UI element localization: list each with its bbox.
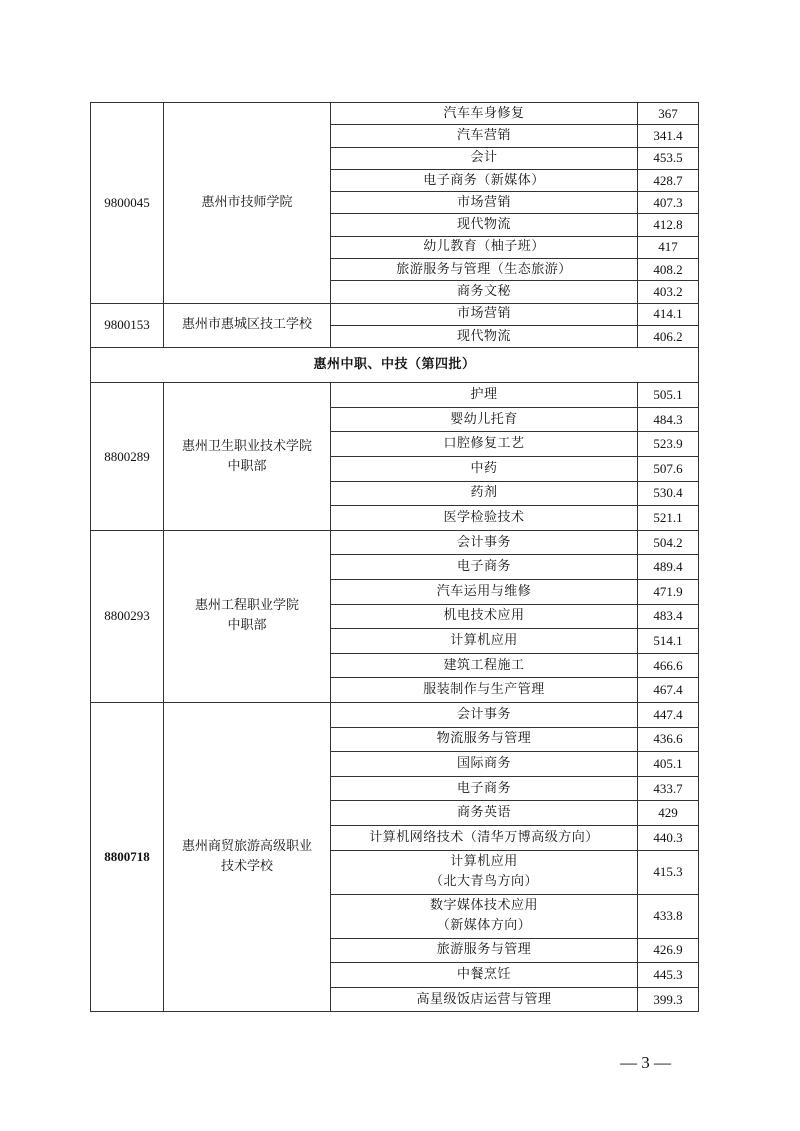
text-line: 建筑工程施工 xyxy=(443,657,525,673)
major-name-cell xyxy=(331,259,638,281)
major-name-cell xyxy=(331,580,638,605)
major-name-cell xyxy=(331,825,638,850)
section-header-row xyxy=(91,348,699,383)
text-line: 电子商务 xyxy=(456,559,511,575)
text-line: 服装制作与生产管理 xyxy=(423,682,545,698)
admission-score-table xyxy=(90,102,699,1012)
school-name-cell xyxy=(164,530,331,702)
text-line: 市场营销 xyxy=(456,194,511,210)
text-line: 惠州市技师学院 xyxy=(201,194,293,210)
score-cell: 504.2 xyxy=(638,530,699,555)
major-name-cell xyxy=(331,192,638,214)
text-line: 汽车车身修复 xyxy=(443,105,525,121)
text-line: 惠州商贸旅游高级职业 xyxy=(181,839,312,855)
text-line: 会计事务 xyxy=(456,706,511,722)
score-cell: 440.3 xyxy=(638,825,699,850)
school-code-cell: 9800045 xyxy=(91,103,164,304)
score-cell: 428.7 xyxy=(638,169,699,191)
score-cell: 445.3 xyxy=(638,963,699,988)
score-cell: 429 xyxy=(638,801,699,826)
score-cell: 447.4 xyxy=(638,702,699,727)
major-name-cell xyxy=(331,963,638,988)
school-name-cell xyxy=(164,702,331,1011)
score-cell: 414.1 xyxy=(638,303,699,325)
score-cell: 523.9 xyxy=(638,432,699,457)
major-name-cell xyxy=(331,214,638,236)
text-line: 中职部 xyxy=(227,458,267,474)
text-line: 汽车营销 xyxy=(456,127,511,143)
text-line: 会计 xyxy=(470,150,498,166)
school-code-cell: 8800718 xyxy=(91,702,164,1011)
text-line: 惠州卫生职业技术学院 xyxy=(181,438,312,454)
text-line: 惠州市惠城区技工学校 xyxy=(181,317,312,333)
score-cell: 433.7 xyxy=(638,776,699,801)
major-name-cell xyxy=(331,629,638,654)
text-line: 计算机应用 xyxy=(450,633,518,648)
major-name-cell xyxy=(331,801,638,826)
text-line: 现代物流 xyxy=(456,328,511,344)
major-name-cell xyxy=(331,702,638,727)
text-line: 物流服务与管理 xyxy=(436,731,532,747)
major-name-cell xyxy=(331,987,638,1012)
text-line: 幼儿教育（柚子班） xyxy=(423,239,545,255)
score-cell: 467.4 xyxy=(638,678,699,703)
score-cell: 514.1 xyxy=(638,629,699,654)
major-name-cell xyxy=(331,432,638,457)
text-line: 护理 xyxy=(470,387,498,403)
table-row xyxy=(91,303,699,325)
score-cell: 341.4 xyxy=(638,125,699,147)
text-line: 电子商务（新媒体） xyxy=(423,172,545,188)
text-line: 高星级饭店运营与管理 xyxy=(416,991,552,1007)
major-name-cell xyxy=(331,555,638,580)
text-line: 商务英语 xyxy=(456,805,511,821)
text-line: 婴幼儿托育 xyxy=(450,411,518,427)
page-number: — 3 — xyxy=(620,1053,671,1072)
score-cell: 471.9 xyxy=(638,580,699,605)
score-cell: 505.1 xyxy=(638,383,699,408)
text-line: 口腔修复工艺 xyxy=(443,436,525,452)
score-cell: 436.6 xyxy=(638,727,699,752)
major-name-cell xyxy=(331,678,638,703)
text-line: 机电技术应用 xyxy=(443,608,525,624)
table-row xyxy=(91,530,699,555)
score-cell: 489.4 xyxy=(638,555,699,580)
major-name-cell xyxy=(331,383,638,408)
table-row xyxy=(91,383,699,408)
section-header-body xyxy=(91,348,699,383)
text-line: （新媒体方向） xyxy=(436,918,532,934)
major-name-cell xyxy=(331,103,638,125)
major-name-cell xyxy=(331,530,638,555)
school-code-cell: 8800293 xyxy=(91,530,164,702)
text-line: 现代物流 xyxy=(456,217,511,233)
table-body-top xyxy=(91,103,699,348)
major-name-cell xyxy=(331,850,638,894)
score-cell: 399.3 xyxy=(638,987,699,1012)
major-name-cell xyxy=(331,169,638,191)
major-name-cell xyxy=(331,236,638,258)
text-line: 药剂 xyxy=(470,485,498,501)
text-line: 中职部 xyxy=(227,618,267,634)
major-name-cell xyxy=(331,776,638,801)
major-name-cell xyxy=(331,303,638,325)
score-cell: 367 xyxy=(638,103,699,125)
section-title: 惠州中职、中技（第四批） xyxy=(91,348,699,383)
score-cell: 403.2 xyxy=(638,281,699,303)
score-cell: 530.4 xyxy=(638,481,699,506)
major-name-cell xyxy=(331,653,638,678)
score-cell: 412.8 xyxy=(638,214,699,236)
text-line: 国际商务 xyxy=(456,755,511,771)
major-name-cell xyxy=(331,281,638,303)
score-cell: 417 xyxy=(638,236,699,258)
text-line: 商务文秘 xyxy=(456,284,511,300)
major-name-cell xyxy=(331,727,638,752)
text-line: 电子商务 xyxy=(456,780,511,796)
text-line: 旅游服务与管理（生态旅游） xyxy=(396,261,572,277)
text-line: 旅游服务与管理 xyxy=(436,942,532,958)
text-line: 中餐烹饪 xyxy=(456,966,511,982)
school-code-cell: 9800153 xyxy=(91,303,164,348)
score-cell: 507.6 xyxy=(638,457,699,482)
score-cell: 415.3 xyxy=(638,850,699,894)
major-name-cell xyxy=(331,481,638,506)
school-name-cell xyxy=(164,103,331,304)
major-name-cell xyxy=(331,752,638,777)
text-line: 计算机网络技术（清华万博高级方向） xyxy=(369,829,599,845)
text-line: 计算机应用 xyxy=(450,854,518,870)
text-line: 会计事务 xyxy=(456,534,511,550)
score-cell: 484.3 xyxy=(638,407,699,432)
text-line: 中药 xyxy=(470,460,498,476)
score-cell: 406.2 xyxy=(638,325,699,347)
major-name-cell xyxy=(331,125,638,147)
major-name-cell xyxy=(331,938,638,963)
score-cell: 405.1 xyxy=(638,752,699,777)
score-cell: 407.3 xyxy=(638,192,699,214)
school-name-cell xyxy=(164,383,331,531)
major-name-cell xyxy=(331,604,638,629)
school-code-cell: 8800289 xyxy=(91,383,164,531)
score-cell: 453.5 xyxy=(638,147,699,169)
text-line: 医学检验技术 xyxy=(443,510,525,526)
table-row xyxy=(91,103,699,125)
major-name-cell xyxy=(331,325,638,347)
score-cell: 483.4 xyxy=(638,604,699,629)
major-name-cell xyxy=(331,457,638,482)
table-body-bottom xyxy=(91,383,699,1012)
text-line: （北大青鸟方向） xyxy=(429,874,538,890)
table-row xyxy=(91,702,699,727)
score-cell: 521.1 xyxy=(638,506,699,531)
text-line: 数字媒体技术应用 xyxy=(429,898,538,914)
major-name-cell xyxy=(331,147,638,169)
major-name-cell xyxy=(331,506,638,531)
text-line: 市场营销 xyxy=(456,306,511,322)
school-name-cell xyxy=(164,303,331,348)
score-cell: 433.8 xyxy=(638,894,699,938)
score-cell: 408.2 xyxy=(638,259,699,281)
score-cell: 466.6 xyxy=(638,653,699,678)
score-cell: 426.9 xyxy=(638,938,699,963)
major-name-cell xyxy=(331,894,638,938)
text-line: 技术学校 xyxy=(220,859,273,875)
text-line: 惠州工程职业学院 xyxy=(194,598,299,614)
major-name-cell xyxy=(331,407,638,432)
text-line: 汽车运用与维修 xyxy=(436,583,532,599)
